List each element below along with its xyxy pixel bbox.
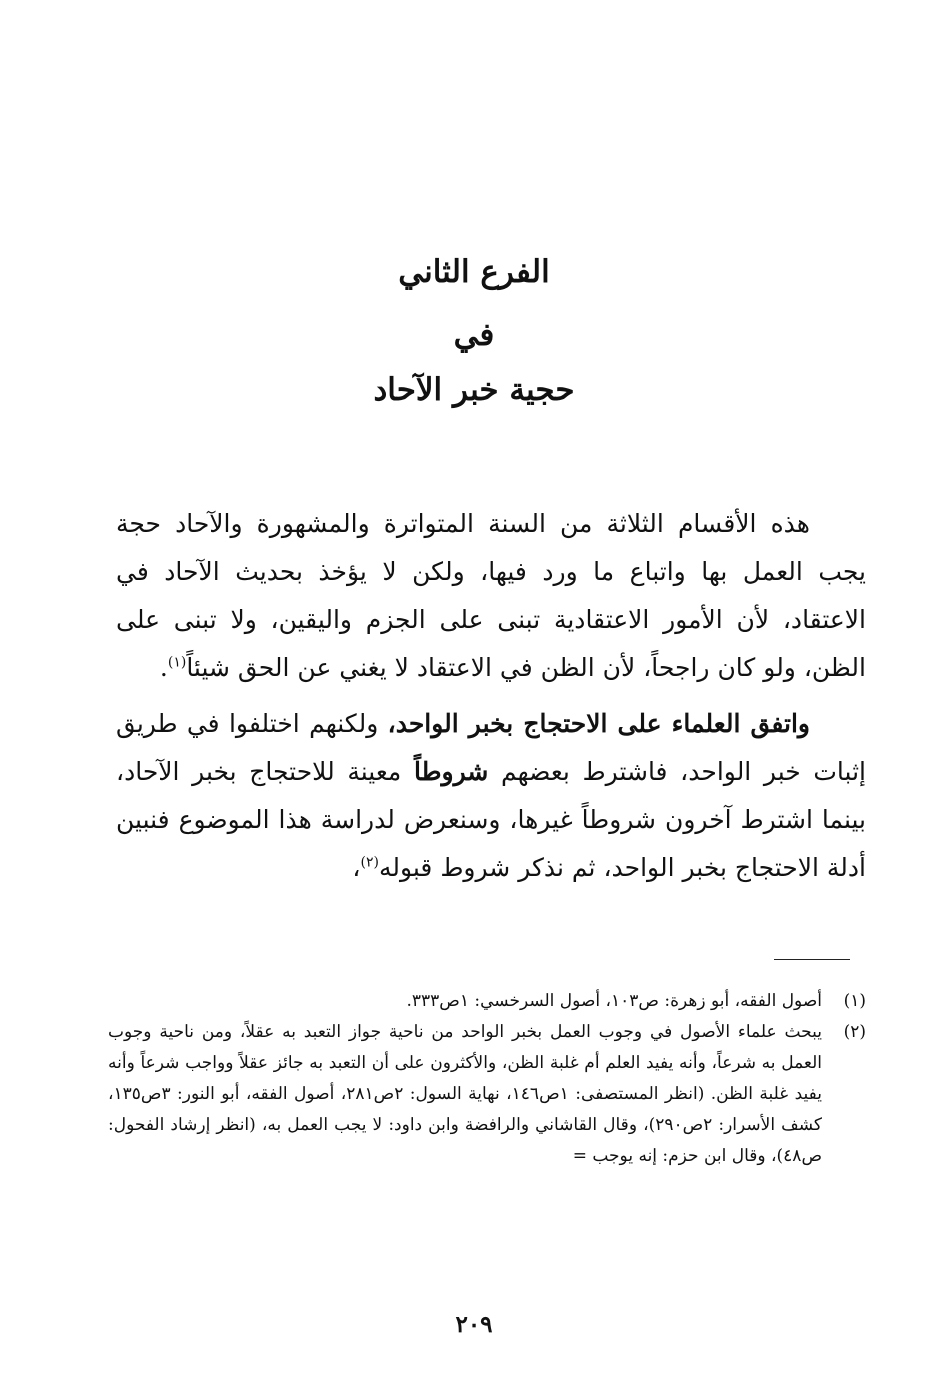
footnote-separator [774, 959, 850, 960]
paragraph-2-end: ، [352, 853, 361, 882]
footnote-1-marker: (١) [843, 991, 866, 1011]
page-number: ٢٠٩ [455, 1311, 493, 1338]
footnote-2-marker: (٢) [843, 1022, 866, 1042]
paragraph-2-text-b: معينة للاحتجاج بخبر الآحاد، بينما اشترط آخرون شروطاً غيرها، وسنعرض لدراسة هذا الموضوع فنبين أدلة الاحتجاج بخبر الواحد، ثم نذكر شروط قبوله [116, 757, 866, 882]
footnote-ref-2: (٢) [360, 854, 379, 871]
footnote-2 [108, 1017, 866, 1172]
section-heading-line-3: حجية خبر الآحاد [373, 372, 575, 408]
main-text [116, 500, 866, 892]
paragraph-1-end: . [159, 653, 168, 682]
paragraph-1-text: هذه الأقسام الثلاثة من السنة المتواترة والمشهورة والآحاد حجة يجب العمل بها واتباع ما ورد فيها، ولكن لا يؤخذ بحديث الآحاد في الاعتقاد، لأن الأمور الاعتقادية تبنى على الجزم واليقين، ولا تبنى على الظن، ولو كان راجحاً، لأن الظن في الاعتقاد لا يغني عن الحق شيئاً [116, 509, 866, 682]
footnotes [108, 986, 866, 1172]
footnote-2-text: يبحث علماء الأصول في وجوب العمل بخبر الواحد من ناحية جواز التعبد به عقلاً، ومن ناحية وجوب العمل به شرعاً، وأنه يفيد العلم أم غلبة الظن، والأكثرون على أن التعبد به جائز عقلاً وواجب شرعاً وأنه يفيد غلبة الظن. (انظر المستصفى: ١ص١٤٦، نهاية السول: ٢ص٢٨١، أصول الفقه، أبو النور: ٣ص١٣٥، كشف الأسرار: ٢ص٢٩٠)، وقال القاشاني والرافضة وابن داود: لا يجب العمل به، (انظر إرشاد الفحول: ص٤٨)، وقال ابن حزم: إنه يوجب = [108, 1022, 822, 1166]
footnote-ref-1: (١) [167, 654, 187, 671]
footnote-1 [108, 986, 866, 1017]
paragraph-2-bold-word: شروطاً [413, 757, 489, 786]
section-heading-line-1: الفرع الثاني [398, 254, 550, 290]
footnote-1-text: أصول الفقه، أبو زهرة: ص١٠٣، أصول السرخسي: ١ص٣٣٣. [406, 991, 822, 1011]
paragraph-2-bold-opening: واتفق العلماء على الاحتجاج بخبر الواحد، [387, 709, 810, 738]
paragraph-2-text-a: ولكنهم اختلفوا في طريق إثبات خبر الواحد، فاشترط بعضهم [116, 709, 866, 786]
paragraph-2 [116, 700, 866, 892]
paragraph-1 [116, 500, 866, 692]
section-heading-line-2: في [453, 317, 495, 353]
